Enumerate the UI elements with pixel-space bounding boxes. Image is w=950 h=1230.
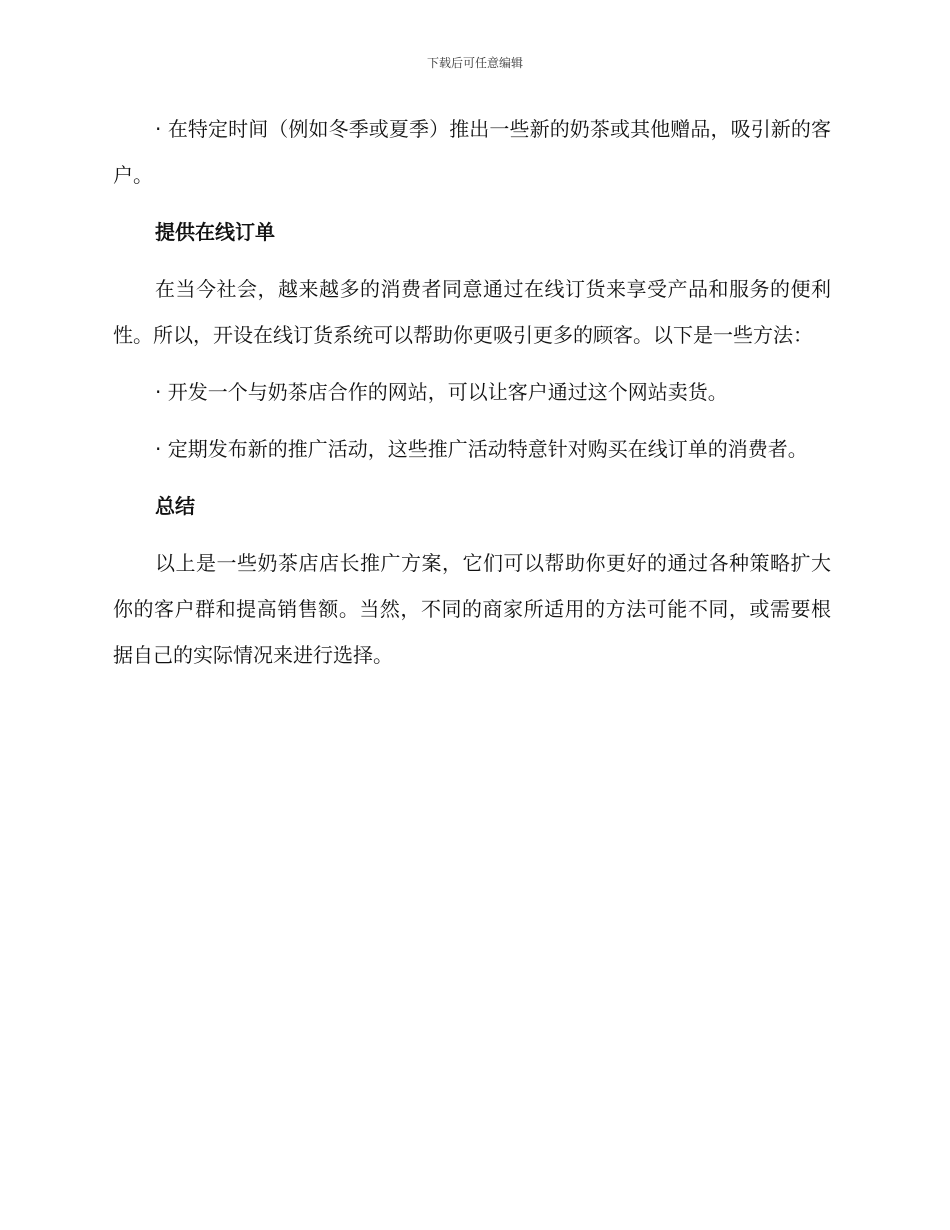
bullet-online-promotions: · 定期发布新的推广活动，这些推广活动特意针对购买在线订单的消费者。 [155, 437, 808, 461]
paragraph-summary: 以上是一些奶茶店店长推广方案，它们可以帮助你更好的通过各种策略扩大你的客户群和提高销售额。当然，不同的商家所适用的方法可能不同，或需要根据自己的实际情况来进行选择。 [113, 551, 831, 667]
bullet-seasonal-promotion: · 在特定时间（例如冬季或夏季）推出一些新的奶茶或其他赠品，吸引新的客户。 [113, 117, 831, 187]
section-heading-summary: 总结 [155, 494, 195, 518]
paragraph-online-orders-intro: 在当今社会，越来越多的消费者同意通过在线订货来享受产品和服务的便利性。所以，开设在线订货系统可以帮助你更吸引更多的顾客。以下是一些方法： [113, 277, 831, 347]
bullet-partner-website: · 开发一个与奶茶店合作的网站，可以让客户通过这个网站卖货。 [155, 380, 728, 404]
section-heading-online-orders: 提供在线订单 [155, 220, 275, 244]
document-body [113, 106, 831, 689]
page-header-note: 下载后可任意编辑 [426, 56, 523, 70]
